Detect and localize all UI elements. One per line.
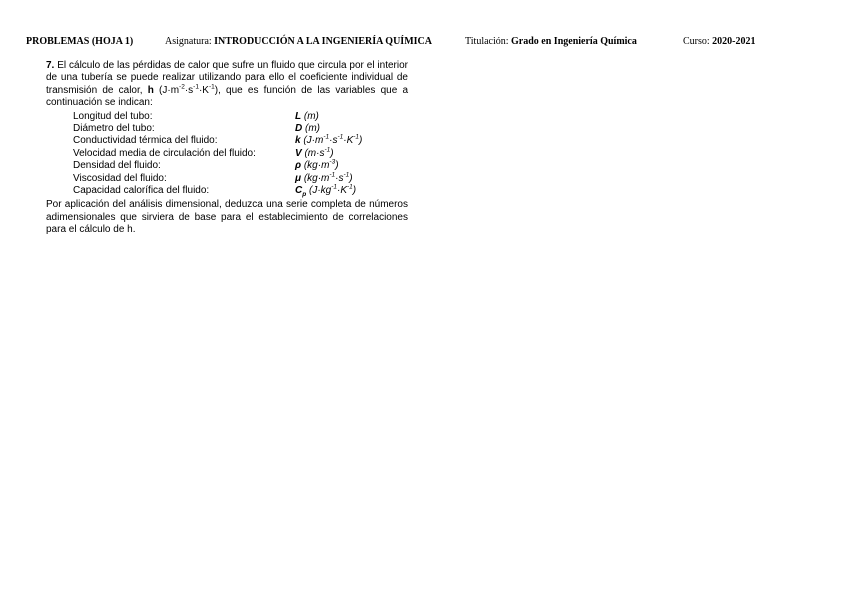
variable-label: Densidad del fluido: xyxy=(73,160,161,172)
intro-text-1: El cálculo de las pérdidas de calor que sufre un fluido que circula por el interior de una tubería se puede realizar utilizando para ello el coeficiente individual de transmisión de calor, xyxy=(46,60,408,96)
variable-value: μ $(kg\cdot m^{-1}\cdot s^{-1})$ xyxy=(295,171,353,184)
degree xyxy=(465,35,637,49)
sheet-title: PROBLEMAS (HOJA 1) xyxy=(26,36,134,47)
subject-label: Asignatura: xyxy=(165,36,212,47)
degree-value: Grado en Ingeniería Química xyxy=(511,36,637,47)
intro-symbol-h: h xyxy=(147,84,154,96)
variable-label: Velocidad media de circulación del fluido: xyxy=(73,147,256,159)
variable-value: k $(J\cdot m^{-1}\cdot s^{-1}\cdot K^{-1})$ xyxy=(295,134,363,147)
variable-value: D (m) xyxy=(295,123,321,135)
variable-label: Longitud del tubo: xyxy=(73,110,153,122)
variable-row xyxy=(73,160,408,172)
variable-label: Capacidad calorífica del fluido: xyxy=(73,184,210,196)
variable-value: V $(m\cdot s^{-1})$ xyxy=(295,146,334,159)
problem-intro xyxy=(46,60,408,110)
subject-value: INTRODUCCIÓN A LA INGENIERÍA QUÍMICA xyxy=(214,36,432,47)
course-label: Curso: xyxy=(683,36,710,47)
degree-label: Titulación: xyxy=(465,36,509,47)
variable-value: L (m) xyxy=(295,110,319,122)
variable-label: Viscosidad del fluido: xyxy=(73,172,167,184)
intro-text-2: ), que es función de las variables que a continuación se indican: xyxy=(46,84,409,109)
variable-value: $C_p$ $(J\cdot kg^{-1}\cdot K^{-1})$ xyxy=(295,183,357,198)
intro-units: ($J\cdot m^{-2}\cdot s^{-1}\cdot K^{-1}$ xyxy=(159,83,215,96)
problem-number: 7. xyxy=(46,60,55,71)
variable-list xyxy=(73,111,408,198)
subject xyxy=(165,35,432,49)
variable-label: Conductividad térmica del fluido: xyxy=(73,135,218,147)
problem-7 xyxy=(46,60,408,237)
variable-row xyxy=(73,185,408,197)
course-value: 2020-2021 xyxy=(712,36,756,47)
variable-value: ρ $(kg\cdot m^{-3})$ xyxy=(295,158,339,172)
variable-row xyxy=(73,173,408,185)
variable-row xyxy=(73,135,408,147)
variable-row xyxy=(73,111,408,123)
problem-conclusion: Por aplicación del análisis dimensional, deduzca una serie completa de números adimensionales que sirviera de base para el establecimiento de correlaciones para el cálculo de h. xyxy=(46,199,408,236)
variable-label: Diámetro del tubo: xyxy=(73,123,155,135)
course-year xyxy=(683,35,756,49)
page-header xyxy=(26,35,826,49)
variable-row xyxy=(73,148,408,160)
